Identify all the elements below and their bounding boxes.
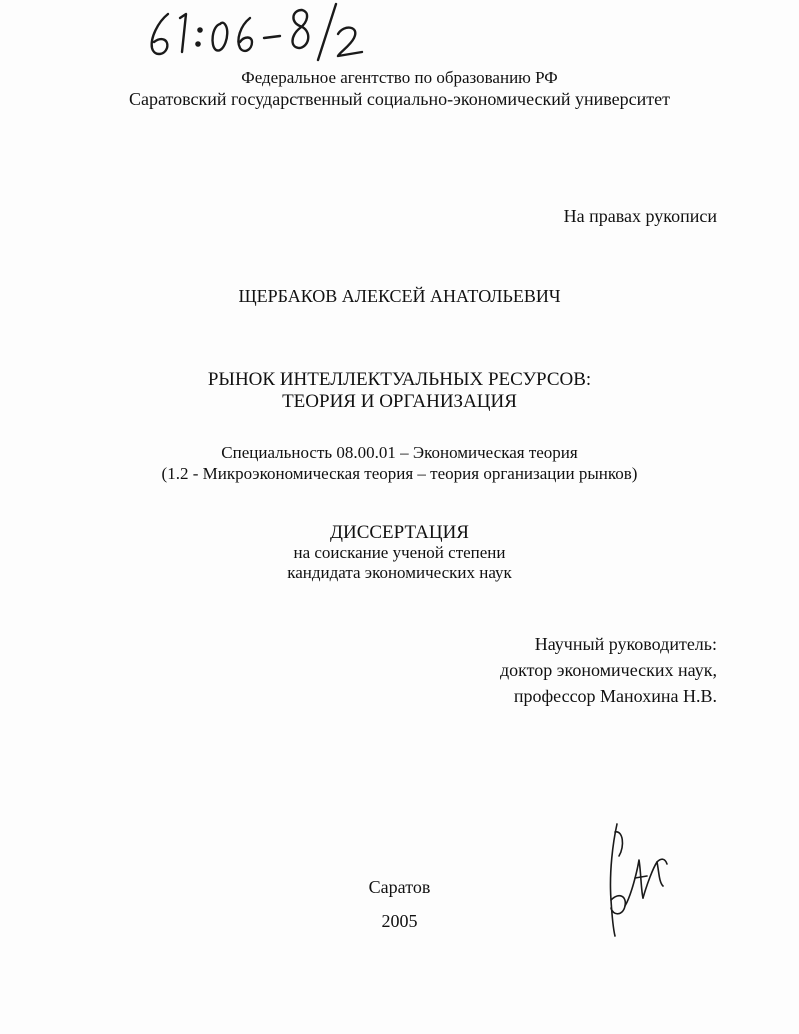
city: Саратов bbox=[368, 877, 431, 897]
agency-name: Федеральное агентство по образованию РФ bbox=[241, 68, 558, 87]
specialty-line-1: Специальность 08.00.01 – Экономическая теория bbox=[221, 443, 578, 462]
rights-note: На правах рукописи bbox=[563, 206, 717, 226]
supervisor-role: Научный руководитель: bbox=[534, 634, 717, 654]
title-line-2: ТЕОРИЯ И ОРГАНИЗАЦИЯ bbox=[282, 391, 517, 412]
degree-line-2: кандидата экономических наук bbox=[287, 563, 512, 582]
handwritten-archive-code bbox=[140, 0, 380, 70]
specialty-line-2: (1.2 - Микроэкономическая теория – теория организации рынков) bbox=[161, 464, 638, 483]
title-line-1: РЫНОК ИНТЕЛЛЕКТУАЛЬНЫХ РЕСУРСОВ: bbox=[207, 369, 592, 390]
supervisor-degree: доктор экономических наук, bbox=[500, 660, 717, 680]
year: 2005 bbox=[381, 911, 418, 931]
university-name: Саратовский государственный социально-экономический университет bbox=[129, 89, 670, 109]
supervisor-name: профессор Манохина Н.В. bbox=[513, 686, 717, 706]
degree-heading: ДИССЕРТАЦИЯ bbox=[330, 522, 469, 543]
degree-line-1: на соискание ученой степени bbox=[293, 543, 506, 562]
author-name: ЩЕРБАКОВ АЛЕКСЕЙ АНАТОЛЬЕВИЧ bbox=[238, 286, 561, 306]
